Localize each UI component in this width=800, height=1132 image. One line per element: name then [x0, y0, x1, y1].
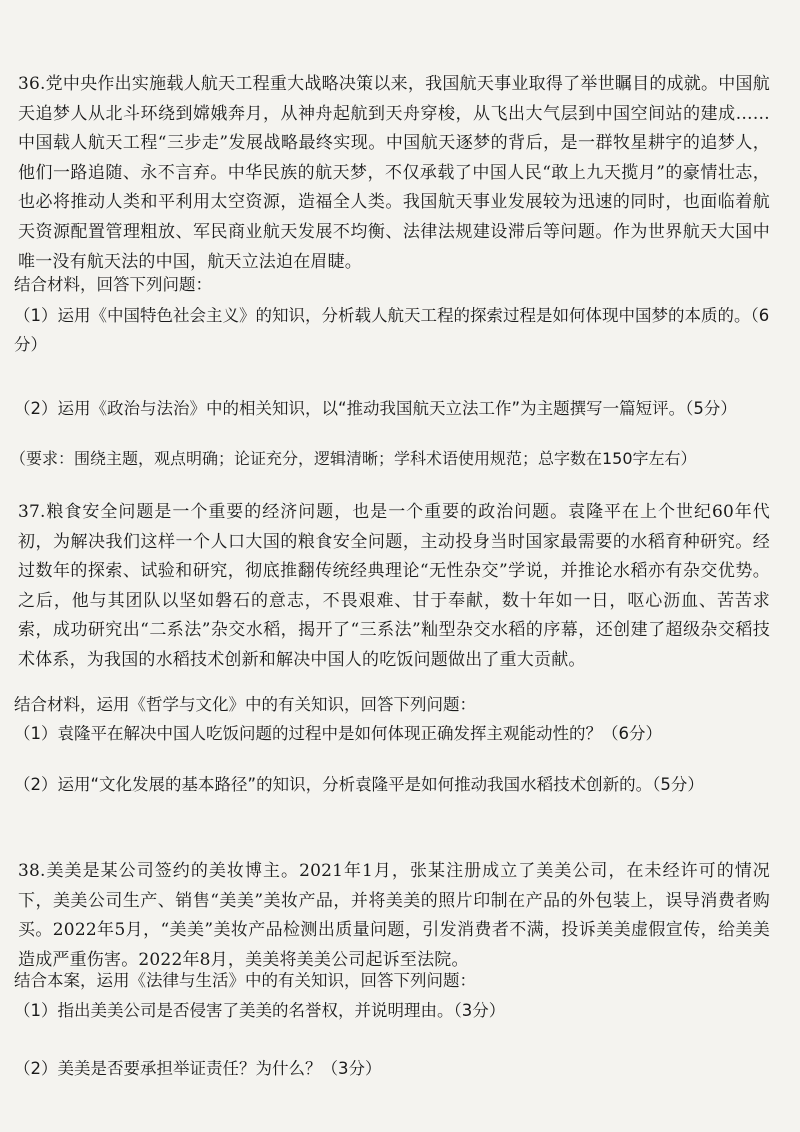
q37-subquestion-2: （2）运用“文化发展的基本路径”的知识，分析袁隆平是如何推动我国水稻技术创新的。（5分） — [14, 775, 704, 794]
q38-material-text: 美美是某公司签约的美妆博主。2021年1月，张某注册成立了美美公司，在未经许可的情况下，美美公司生产、销售“美美”美妆产品，并将美美的照片印制在产品的外包装上，误导消费者购买。2022年5月，“美美”美妆产品检测出质量问题，引发消费者不满，投诉美美虚假宣传，给美美造成严重伤害。2022年8月，美美将美美公司起诉至法院。 — [18, 861, 770, 970]
q36-requirement: （要求：围绕主题，观点明确；论证充分，逻辑清晰；学科术语使用规范；总字数在150字左右） — [10, 449, 697, 468]
q36-subquestion-2: （2）运用《政治与法治》中的相关知识，以“推动我国航天立法工作”为主题撰写一篇短评。（5分） — [14, 399, 737, 418]
q37-number: 37. — [18, 502, 46, 522]
q37-material — [18, 498, 770, 676]
q37-subquestion-1: （1）袁隆平在解决中国人吃饭问题的过程中是如何体现正确发挥主观能动性的？（6分） — [14, 724, 662, 743]
q36-material-text: 党中央作出实施载人航天工程重大战略决策以来，我国航天事业取得了举世瞩目的成就。中国航天追梦人从北斗环绕到嫦娥奔月，从神舟起航到天舟穿梭，从飞出大气层到中国空间站的建成……中国载人航天工程“三步走”发展战略最终实现。中国航天逐梦的背后，是一群牧星耕宇的追梦人，他们一路追随、永不言弃。中华民族的航天梦，不仅承载了中国人民“敢上九天揽月”的豪情壮志，也必将推动人类和平利用太空资源，造福全人类。我国航天事业发展较为迅速的同时，也面临着航天资源配置管理粗放、军民商业航天发展不均衡、法律法规建设滞后等问题。作为世界航天大国中唯一没有航天法的中国，航天立法迫在眉睫。 — [18, 74, 770, 272]
q36-material — [18, 70, 770, 277]
q36-prompt: 结合材料，回答下列问题： — [14, 275, 212, 294]
q38-number: 38. — [18, 861, 46, 881]
q36-subquestion-1: （1）运用《中国特色社会主义》的知识，分析载人航天工程的探索过程是如何体现中国梦的本质的。（6分） — [14, 306, 770, 354]
q37-prompt: 结合材料，运用《哲学与文化》中的有关知识，回答下列问题： — [14, 695, 476, 714]
q37-material-text: 粮食安全问题是一个重要的经济问题，也是一个重要的政治问题。袁隆平在上个世纪60年代初，为解决我们这样一个人口大国的粮食安全问题，主动投身当时国家最需要的水稻育种研究。经过数年的探索、试验和研究，彻底推翻传统经典理论“无性杂交”学说，并推论水稻亦有杂交优势。之后，他与其团队以坚如磐石的意志，不畏艰难、甘于奉献，数十年如一日，呕心沥血、苦苦求索，成功研究出“二系法”杂交水稻，揭开了“三系法”籼型杂交水稻的序幕，还创建了超级杂交稻技术体系，为我国的水稻技术创新和解决中国人的吃饭问题做出了重大贡献。 — [18, 502, 770, 670]
q38-material — [18, 857, 770, 975]
q38-prompt: 结合本案，运用《法律与生活》中的有关知识，回答下列问题： — [14, 971, 476, 990]
q38-subquestion-1: （1）指出美美公司是否侵害了美美的名誉权，并说明理由。（3分） — [14, 1001, 506, 1020]
q38-subquestion-2: （2）美美是否要承担举证责任？为什么？（3分） — [14, 1059, 382, 1078]
q36-number: 36. — [18, 74, 46, 94]
